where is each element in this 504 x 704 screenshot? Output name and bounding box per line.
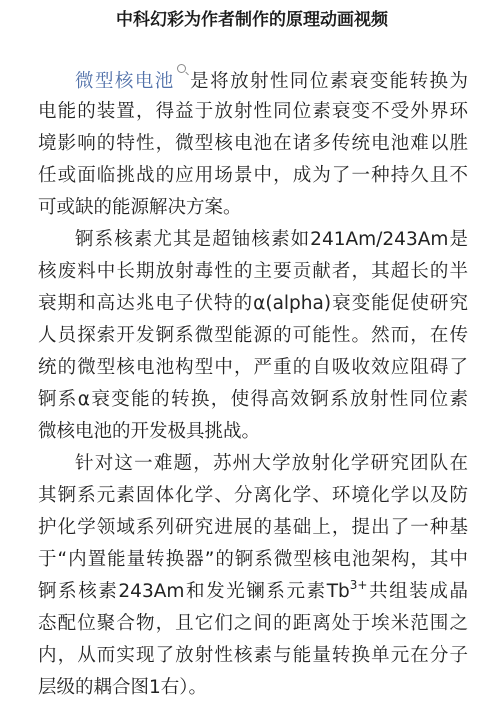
paragraph-3-line-3: 护化学领域系列研究进展的基础上，提出了一种基 — [38, 517, 468, 538]
paragraph-3-line-2: 其锕系元素固体化学、分离化学、环境化学以及防 — [38, 485, 468, 506]
paragraph-1-line-4: 任或面临挑战的应用场景中，成为了一种持久且不 — [38, 165, 468, 186]
paragraph-2-line-4: 人员探索开发锕系微型能源的可能性。然而，在传 — [38, 325, 468, 346]
paragraph-1-line-5: 可或缺的能源解决方案。 — [38, 197, 242, 218]
paragraph-1-line-2: 电能的装置，得益于放射性同位素衰变不受外界环 — [38, 101, 468, 122]
micro-nuclear-battery-link[interactable]: 微型核电池 — [75, 71, 175, 92]
paragraph-2-line-6: 锕系α衰变能的转换，使得高效锕系放射性同位素 — [38, 389, 468, 410]
paragraph-3-line-7: 内，从而实现了放射性核素与能量转换单元在分子 — [38, 645, 468, 666]
paragraph-3-line-5 — [38, 576, 468, 608]
paragraph-3-line-6: 态配位聚合物，且它们之间的距离处于埃米范围之 — [38, 613, 468, 634]
paragraph-3-line-4: 于“内置能量转换器”的锕系微型核电池架构，其中 — [38, 549, 468, 570]
paragraph-3-line-1: 针对这一难题，苏州大学放射化学研究团队在 — [75, 453, 468, 474]
paragraph-3-line-5-text: 锕系核素243Am和发光镧系元素Tb — [38, 581, 350, 602]
paragraph-2-line-1: 锕系核素尤其是超铀核素如241Am/243Am是 — [75, 229, 468, 250]
page-caption: 中科幻彩为作者制作的原理动画视频 — [116, 10, 388, 30]
paragraph-2-line-7: 微核电池的开发极具挑战。 — [38, 421, 261, 442]
paragraph-2-line-2: 核废料中长期放射毒性的主要贡献者，其超长的半 — [38, 261, 468, 282]
paragraph-2-line-3: 衰期和高达兆电子伏特的α(alpha)衰变能促使研究 — [38, 293, 468, 314]
paragraph-1-line-1 — [38, 64, 468, 96]
paragraph-3-line-5-tail: 共组装成晶 — [367, 581, 468, 602]
search-icon[interactable] — [177, 64, 186, 73]
paragraph-2-line-5: 统的微型核电池构型中，严重的自吸收效应阻碍了 — [38, 357, 468, 378]
paragraph-3-line-8: 层级的耦合图1右）。 — [38, 677, 208, 698]
paragraph-1-line-1-text: 是将放射性同位素衰变能转换为 — [188, 71, 468, 92]
ion-charge-superscript: 3+ — [349, 578, 368, 592]
paragraph-1-line-3: 境影响的特性，微型核电池在诸多传统电池难以胜 — [38, 133, 468, 154]
article-body — [38, 64, 468, 704]
